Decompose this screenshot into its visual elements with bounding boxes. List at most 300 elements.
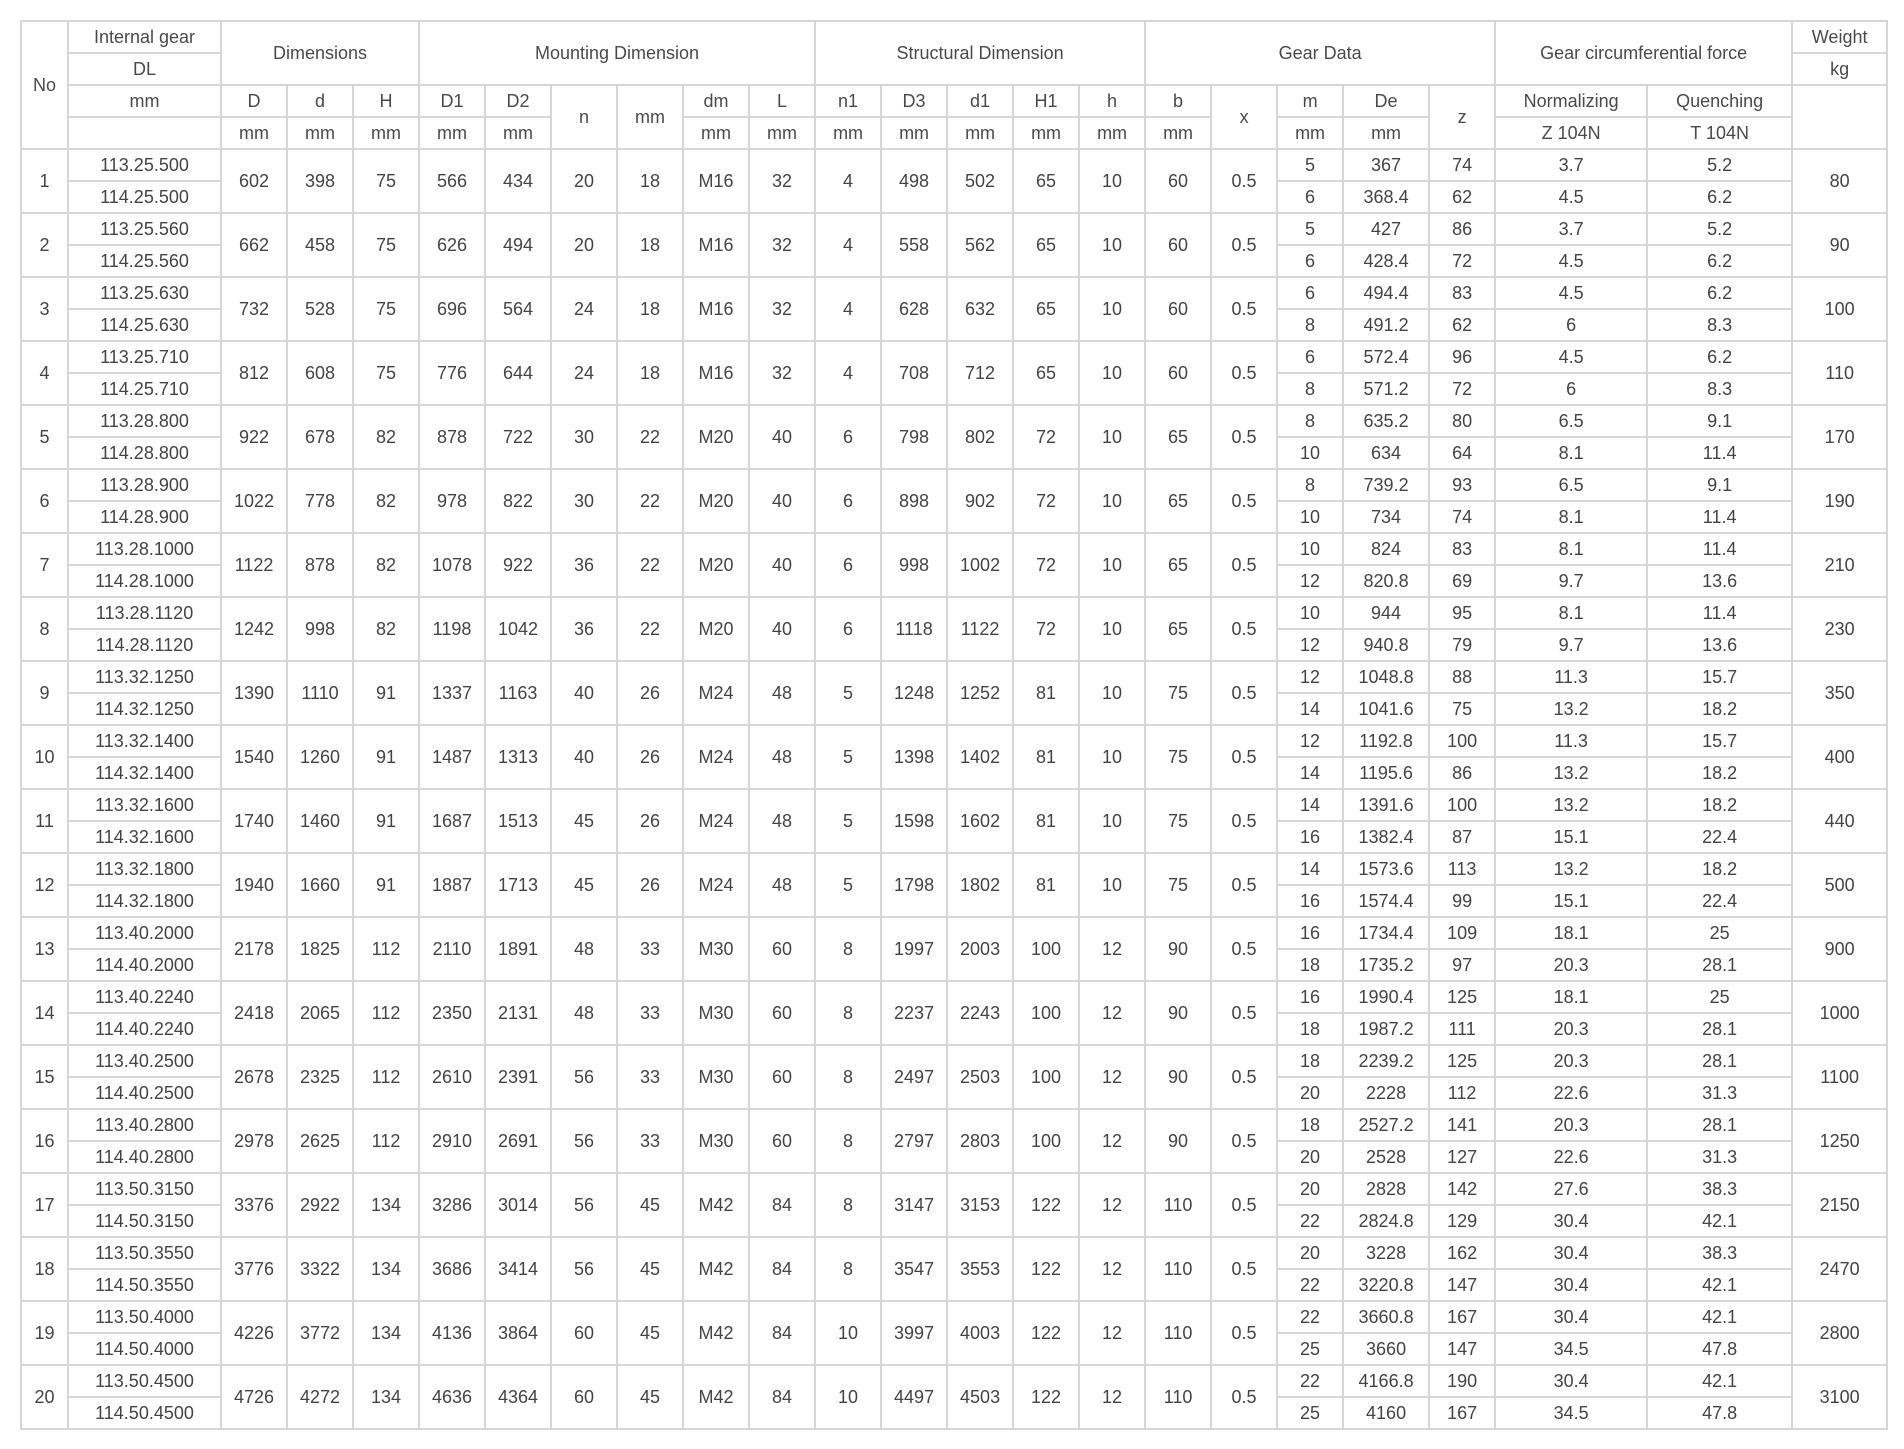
cell-m: 8	[1277, 373, 1343, 405]
cell-d2: 494	[485, 213, 551, 277]
cell-norm: 13.2	[1495, 757, 1647, 789]
cell-quench: 25	[1647, 917, 1792, 949]
cell-n1: 5	[815, 853, 881, 917]
part-number-cell: 114.50.4000	[68, 1333, 221, 1365]
cell-x: 0.5	[1211, 1045, 1277, 1109]
cell-norm: 20.3	[1495, 949, 1647, 981]
cell-z: 62	[1429, 181, 1495, 213]
cell-quench: 11.4	[1647, 501, 1792, 533]
cell-d: 1660	[287, 853, 353, 917]
cell-m: 5	[1277, 213, 1343, 245]
cell-d: 678	[287, 405, 353, 469]
header-cell: mm	[1343, 117, 1429, 149]
cell-h: 134	[353, 1173, 419, 1237]
header-cell: No	[21, 21, 68, 149]
table-row	[21, 533, 1887, 565]
cell-m: 8	[1277, 405, 1343, 437]
row-number-cell: 17	[21, 1173, 68, 1237]
cell-l: 32	[749, 277, 815, 341]
row-number-cell: 11	[21, 789, 68, 853]
cell-h: 91	[353, 789, 419, 853]
cell-l: 84	[749, 1173, 815, 1237]
cell-d: 922	[221, 405, 287, 469]
cell-b: 65	[1145, 469, 1211, 533]
cell-h: 12	[1079, 981, 1145, 1045]
cell-n: 40	[551, 661, 617, 725]
cell-de: 4166.8	[1343, 1365, 1429, 1397]
cell-x: 0.5	[1211, 789, 1277, 853]
header-cell: Gear Data	[1145, 21, 1495, 85]
cell-d: 2625	[287, 1109, 353, 1173]
cell-h: 10	[1079, 597, 1145, 661]
row-number-cell: 18	[21, 1237, 68, 1301]
cell-norm: 6.5	[1495, 405, 1647, 437]
cell-de: 4160	[1343, 1397, 1429, 1429]
header-cell: mm	[881, 117, 947, 149]
cell-h: 10	[1079, 469, 1145, 533]
cell-norm: 13.2	[1495, 853, 1647, 885]
header-cell: D	[221, 85, 287, 117]
cell-quench: 31.3	[1647, 1077, 1792, 1109]
header-cell: H	[353, 85, 419, 117]
cell-h1: 122	[1013, 1365, 1079, 1429]
cell-n: 60	[551, 1365, 617, 1429]
cell-norm: 20.3	[1495, 1109, 1647, 1141]
part-number-cell: 113.28.1120	[68, 597, 221, 629]
cell-m: 6	[1277, 277, 1343, 309]
row-number-cell: 16	[21, 1109, 68, 1173]
cell-mm: 22	[617, 597, 683, 661]
part-number-cell: 113.32.1800	[68, 853, 221, 885]
weight-cell: 2470	[1792, 1237, 1887, 1301]
cell-dm: M16	[683, 149, 749, 213]
cell-d3: 798	[881, 405, 947, 469]
cell-h: 112	[353, 981, 419, 1045]
part-number-cell: 114.28.900	[68, 501, 221, 533]
cell-norm: 4.5	[1495, 245, 1647, 277]
cell-d: 2922	[287, 1173, 353, 1237]
cell-de: 2528	[1343, 1141, 1429, 1173]
cell-n: 30	[551, 405, 617, 469]
header-cell: d1	[947, 85, 1013, 117]
table-row	[21, 789, 1887, 821]
cell-quench: 28.1	[1647, 949, 1792, 981]
header-cell: m	[1277, 85, 1343, 117]
cell-z: 147	[1429, 1333, 1495, 1365]
cell-dm: M42	[683, 1237, 749, 1301]
part-number-cell: 114.28.1000	[68, 565, 221, 597]
cell-d1: 1887	[419, 853, 485, 917]
cell-norm: 13.2	[1495, 789, 1647, 821]
cell-n: 48	[551, 917, 617, 981]
cell-d: 778	[287, 469, 353, 533]
cell-z: 147	[1429, 1269, 1495, 1301]
row-number-cell: 12	[21, 853, 68, 917]
part-number-cell: 114.40.2500	[68, 1077, 221, 1109]
cell-m: 5	[1277, 149, 1343, 181]
cell-dm: M20	[683, 533, 749, 597]
cell-n: 30	[551, 469, 617, 533]
header-cell: mm	[287, 117, 353, 149]
cell-norm: 6	[1495, 373, 1647, 405]
part-number-cell: 113.32.1600	[68, 789, 221, 821]
cell-de: 2228	[1343, 1077, 1429, 1109]
cell-quench: 6.2	[1647, 245, 1792, 277]
cell-b: 110	[1145, 1237, 1211, 1301]
part-number-cell: 113.28.900	[68, 469, 221, 501]
table-header	[21, 21, 1887, 149]
part-number-cell: 114.32.1600	[68, 821, 221, 853]
cell-d: 1825	[287, 917, 353, 981]
cell-d2: 1042	[485, 597, 551, 661]
cell-z: 100	[1429, 789, 1495, 821]
cell-dm: M24	[683, 725, 749, 789]
cell-z: 111	[1429, 1013, 1495, 1045]
cell-n: 56	[551, 1237, 617, 1301]
header-cell: mm	[353, 117, 419, 149]
cell-quench: 13.6	[1647, 565, 1792, 597]
header-cell: b	[1145, 85, 1211, 117]
cell-m: 14	[1277, 853, 1343, 885]
cell-n1: 5	[815, 725, 881, 789]
weight-cell: 400	[1792, 725, 1887, 789]
cell-z: 62	[1429, 309, 1495, 341]
cell-h: 12	[1079, 917, 1145, 981]
header-cell	[1792, 85, 1887, 149]
part-number-cell: 114.40.2240	[68, 1013, 221, 1045]
cell-de: 1195.6	[1343, 757, 1429, 789]
cell-x: 0.5	[1211, 469, 1277, 533]
header-cell: mm	[1145, 117, 1211, 149]
header-cell: Mounting Dimension	[419, 21, 815, 85]
part-number-cell: 114.50.3550	[68, 1269, 221, 1301]
cell-norm: 4.5	[1495, 181, 1647, 213]
cell-z: 75	[1429, 693, 1495, 725]
header-row	[21, 21, 1887, 53]
cell-m: 14	[1277, 693, 1343, 725]
cell-b: 60	[1145, 341, 1211, 405]
cell-dm: M42	[683, 1173, 749, 1237]
cell-de: 2527.2	[1343, 1109, 1429, 1141]
cell-h1: 72	[1013, 533, 1079, 597]
part-number-cell: 113.25.710	[68, 341, 221, 373]
cell-d3: 898	[881, 469, 947, 533]
cell-quench: 8.3	[1647, 309, 1792, 341]
part-number-cell: 114.28.800	[68, 437, 221, 469]
part-number-cell: 113.50.3150	[68, 1173, 221, 1205]
cell-m: 25	[1277, 1333, 1343, 1365]
cell-mm: 18	[617, 213, 683, 277]
cell-mm: 45	[617, 1301, 683, 1365]
cell-de: 571.2	[1343, 373, 1429, 405]
cell-d3: 1598	[881, 789, 947, 853]
weight-cell: 230	[1792, 597, 1887, 661]
cell-z: 109	[1429, 917, 1495, 949]
cell-n1: 10	[815, 1301, 881, 1365]
cell-z: 72	[1429, 245, 1495, 277]
cell-norm: 15.1	[1495, 821, 1647, 853]
cell-de: 1573.6	[1343, 853, 1429, 885]
cell-d: 1122	[221, 533, 287, 597]
header-cell: n	[551, 85, 617, 149]
cell-z: 125	[1429, 981, 1495, 1013]
part-number-cell: 113.50.4500	[68, 1365, 221, 1397]
cell-norm: 22.6	[1495, 1141, 1647, 1173]
cell-quench: 47.8	[1647, 1397, 1792, 1429]
cell-l: 60	[749, 917, 815, 981]
cell-quench: 22.4	[1647, 885, 1792, 917]
cell-m: 20	[1277, 1077, 1343, 1109]
cell-d: 1460	[287, 789, 353, 853]
weight-cell: 440	[1792, 789, 1887, 853]
cell-x: 0.5	[1211, 725, 1277, 789]
cell-b: 60	[1145, 149, 1211, 213]
cell-de: 494.4	[1343, 277, 1429, 309]
weight-cell: 80	[1792, 149, 1887, 213]
header-cell: mm	[1079, 117, 1145, 149]
cell-mm: 45	[617, 1173, 683, 1237]
cell-h: 12	[1079, 1045, 1145, 1109]
cell-n1: 8	[815, 1173, 881, 1237]
cell-d1: 566	[419, 149, 485, 213]
row-number-cell: 10	[21, 725, 68, 789]
weight-cell: 3100	[1792, 1365, 1887, 1429]
cell-x: 0.5	[1211, 597, 1277, 661]
cell-d: 3322	[287, 1237, 353, 1301]
weight-cell: 210	[1792, 533, 1887, 597]
part-number-cell: 114.50.3150	[68, 1205, 221, 1237]
cell-de: 1192.8	[1343, 725, 1429, 757]
cell-d1: 1402	[947, 725, 1013, 789]
cell-h1: 100	[1013, 1109, 1079, 1173]
cell-l: 48	[749, 853, 815, 917]
table-row	[21, 917, 1887, 949]
header-cell: D1	[419, 85, 485, 117]
header-cell: z	[1429, 85, 1495, 149]
cell-h: 134	[353, 1365, 419, 1429]
cell-d: 812	[221, 341, 287, 405]
table-body	[21, 149, 1887, 1429]
cell-de: 368.4	[1343, 181, 1429, 213]
cell-n: 40	[551, 725, 617, 789]
cell-quench: 5.2	[1647, 213, 1792, 245]
header-cell: mm	[815, 117, 881, 149]
weight-cell: 170	[1792, 405, 1887, 469]
part-number-cell: 113.40.2800	[68, 1109, 221, 1141]
cell-d: 3772	[287, 1301, 353, 1365]
header-cell: Gear circumferential force	[1495, 21, 1792, 85]
header-cell: x	[1211, 85, 1277, 149]
cell-d: 2325	[287, 1045, 353, 1109]
weight-cell: 900	[1792, 917, 1887, 981]
cell-m: 18	[1277, 949, 1343, 981]
cell-dm: M16	[683, 213, 749, 277]
cell-d3: 998	[881, 533, 947, 597]
cell-de: 1734.4	[1343, 917, 1429, 949]
cell-d3: 2797	[881, 1109, 947, 1173]
cell-d: 1390	[221, 661, 287, 725]
cell-d3: 3997	[881, 1301, 947, 1365]
cell-d2: 1713	[485, 853, 551, 917]
cell-m: 6	[1277, 341, 1343, 373]
cell-x: 0.5	[1211, 1173, 1277, 1237]
part-number-cell: 113.50.3550	[68, 1237, 221, 1269]
cell-d2: 3414	[485, 1237, 551, 1301]
cell-norm: 30.4	[1495, 1365, 1647, 1397]
cell-quench: 5.2	[1647, 149, 1792, 181]
cell-z: 167	[1429, 1397, 1495, 1429]
row-number-cell: 4	[21, 341, 68, 405]
cell-mm: 26	[617, 725, 683, 789]
cell-de: 3660	[1343, 1333, 1429, 1365]
cell-m: 22	[1277, 1205, 1343, 1237]
weight-cell: 1100	[1792, 1045, 1887, 1109]
cell-x: 0.5	[1211, 917, 1277, 981]
weight-cell: 90	[1792, 213, 1887, 277]
table-row	[21, 469, 1887, 501]
cell-h: 75	[353, 277, 419, 341]
cell-d: 878	[287, 533, 353, 597]
cell-norm: 8.1	[1495, 437, 1647, 469]
cell-z: 127	[1429, 1141, 1495, 1173]
cell-d1: 626	[419, 213, 485, 277]
cell-d: 602	[221, 149, 287, 213]
cell-norm: 9.7	[1495, 565, 1647, 597]
cell-b: 110	[1145, 1365, 1211, 1429]
cell-d3: 2497	[881, 1045, 947, 1109]
cell-n1: 5	[815, 661, 881, 725]
cell-d3: 1798	[881, 853, 947, 917]
cell-n: 56	[551, 1109, 617, 1173]
cell-d: 1260	[287, 725, 353, 789]
table-row	[21, 341, 1887, 373]
cell-mm: 22	[617, 469, 683, 533]
cell-norm: 8.1	[1495, 533, 1647, 565]
cell-d1: 1252	[947, 661, 1013, 725]
cell-mm: 45	[617, 1365, 683, 1429]
table-row	[21, 1173, 1887, 1205]
cell-x: 0.5	[1211, 341, 1277, 405]
cell-norm: 34.5	[1495, 1333, 1647, 1365]
cell-de: 3660.8	[1343, 1301, 1429, 1333]
cell-z: 97	[1429, 949, 1495, 981]
cell-d: 2678	[221, 1045, 287, 1109]
cell-h: 12	[1079, 1365, 1145, 1429]
row-number-cell: 7	[21, 533, 68, 597]
cell-l: 48	[749, 789, 815, 853]
row-number-cell: 6	[21, 469, 68, 533]
cell-d: 3376	[221, 1173, 287, 1237]
header-cell: Internal gear	[68, 21, 221, 53]
cell-n: 24	[551, 277, 617, 341]
cell-b: 90	[1145, 1045, 1211, 1109]
row-number-cell: 19	[21, 1301, 68, 1365]
table-row	[21, 277, 1887, 309]
cell-quench: 11.4	[1647, 533, 1792, 565]
cell-m: 16	[1277, 981, 1343, 1013]
cell-l: 84	[749, 1301, 815, 1365]
cell-mm: 18	[617, 277, 683, 341]
part-number-cell: 113.32.1250	[68, 661, 221, 693]
cell-norm: 9.7	[1495, 629, 1647, 661]
cell-h: 12	[1079, 1301, 1145, 1365]
cell-d1: 2910	[419, 1109, 485, 1173]
part-number-cell: 113.40.2000	[68, 917, 221, 949]
cell-m: 22	[1277, 1365, 1343, 1397]
cell-h1: 65	[1013, 341, 1079, 405]
cell-d1: 776	[419, 341, 485, 405]
header-cell: mm	[485, 117, 551, 149]
cell-mm: 26	[617, 661, 683, 725]
cell-h1: 81	[1013, 789, 1079, 853]
cell-quench: 42.1	[1647, 1205, 1792, 1237]
header-cell: Dimensions	[221, 21, 419, 85]
cell-norm: 4.5	[1495, 341, 1647, 373]
cell-d3: 1997	[881, 917, 947, 981]
cell-de: 2824.8	[1343, 1205, 1429, 1237]
cell-d: 2065	[287, 981, 353, 1045]
cell-d2: 3864	[485, 1301, 551, 1365]
cell-d3: 1118	[881, 597, 947, 661]
part-number-cell: 113.40.2240	[68, 981, 221, 1013]
cell-l: 48	[749, 661, 815, 725]
cell-quench: 18.2	[1647, 693, 1792, 725]
cell-z: 129	[1429, 1205, 1495, 1237]
part-number-cell: 114.32.1400	[68, 757, 221, 789]
cell-n1: 5	[815, 789, 881, 853]
part-number-cell: 113.25.500	[68, 149, 221, 181]
cell-d3: 1398	[881, 725, 947, 789]
cell-m: 25	[1277, 1397, 1343, 1429]
cell-mm: 26	[617, 853, 683, 917]
cell-h: 10	[1079, 341, 1145, 405]
cell-de: 1041.6	[1343, 693, 1429, 725]
cell-d: 1242	[221, 597, 287, 661]
cell-n1: 6	[815, 405, 881, 469]
cell-h: 82	[353, 533, 419, 597]
cell-de: 1391.6	[1343, 789, 1429, 821]
cell-m: 22	[1277, 1301, 1343, 1333]
cell-d1: 802	[947, 405, 1013, 469]
cell-m: 10	[1277, 437, 1343, 469]
cell-l: 40	[749, 469, 815, 533]
cell-x: 0.5	[1211, 213, 1277, 277]
cell-quench: 11.4	[1647, 437, 1792, 469]
cell-x: 0.5	[1211, 277, 1277, 341]
header-cell: D3	[881, 85, 947, 117]
cell-mm: 22	[617, 405, 683, 469]
cell-norm: 8.1	[1495, 597, 1647, 629]
cell-m: 6	[1277, 245, 1343, 277]
weight-cell: 2150	[1792, 1173, 1887, 1237]
cell-d1: 1337	[419, 661, 485, 725]
row-number-cell: 15	[21, 1045, 68, 1109]
cell-h: 82	[353, 597, 419, 661]
cell-de: 367	[1343, 149, 1429, 181]
cell-m: 16	[1277, 821, 1343, 853]
cell-z: 113	[1429, 853, 1495, 885]
header-cell: kg	[1792, 53, 1887, 85]
weight-cell: 190	[1792, 469, 1887, 533]
cell-d1: 3153	[947, 1173, 1013, 1237]
cell-x: 0.5	[1211, 661, 1277, 725]
cell-h: 10	[1079, 853, 1145, 917]
cell-n1: 4	[815, 341, 881, 405]
cell-d1: 1487	[419, 725, 485, 789]
cell-h1: 122	[1013, 1173, 1079, 1237]
cell-z: 86	[1429, 213, 1495, 245]
cell-quench: 47.8	[1647, 1333, 1792, 1365]
